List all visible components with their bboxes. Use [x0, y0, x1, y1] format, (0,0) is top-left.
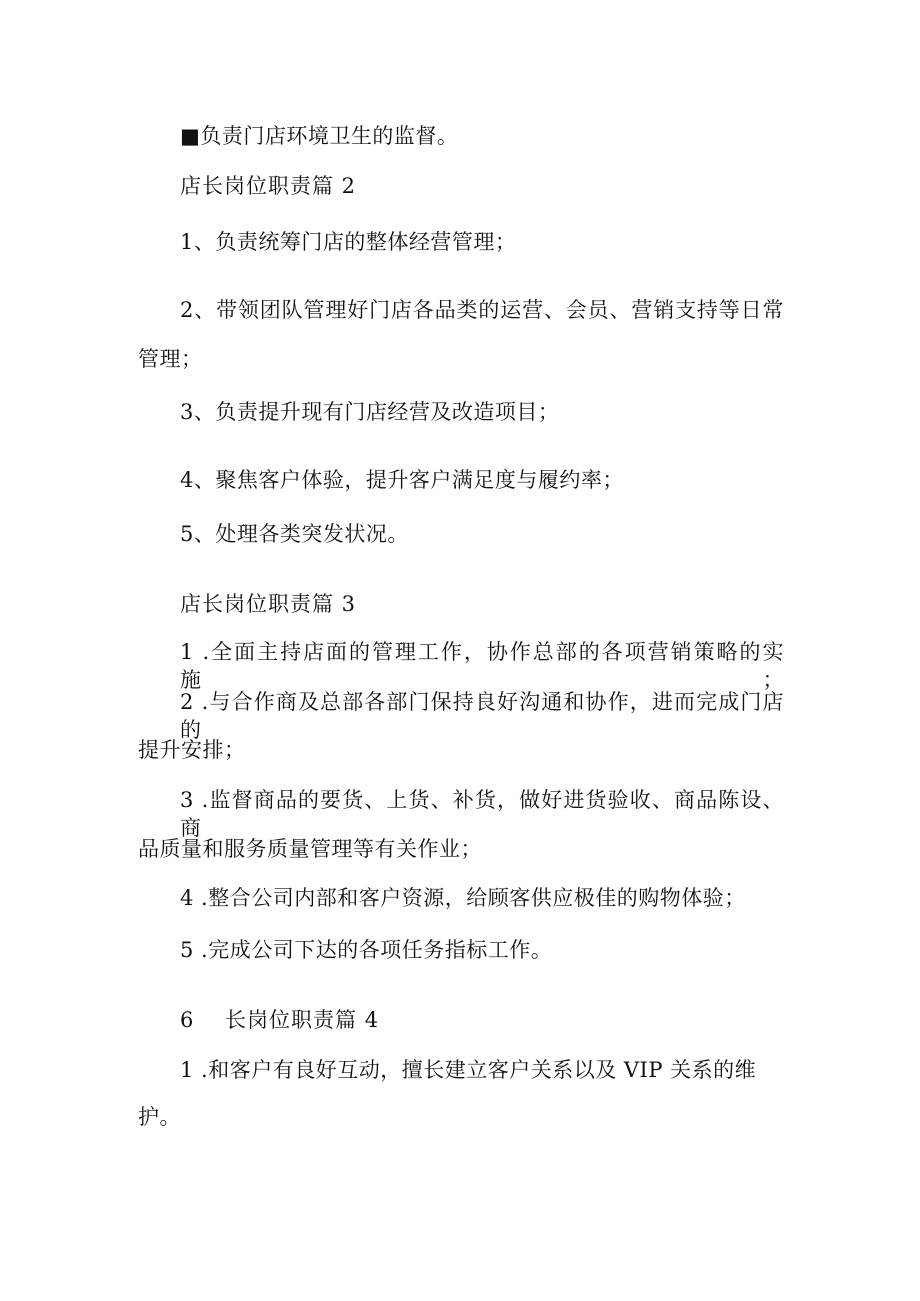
list-item: 3 .监督商品的要货、上货、补货，做好进货验收、商品陈设、商	[180, 788, 784, 840]
paragraph-line: ■负责门店环境卫生的监督。	[180, 124, 459, 148]
section-heading: 6 长岗位职责篇 4	[180, 1008, 380, 1032]
section-heading: 店长岗位职责篇 3	[180, 592, 357, 616]
list-item-continuation: 提升安排；	[138, 738, 246, 762]
list-item: 1 .和客户有良好互动，擅长建立客户关系以及 VIP 关系的维	[180, 1058, 757, 1082]
list-item: 1 .全面主持店面的管理工作，协作总部的各项营销策略的实施；	[180, 640, 784, 692]
list-item: 1、负责统筹门店的整体经营管理；	[180, 230, 517, 254]
list-item: 2、带领团队管理好门店各品类的运营、会员、营销支持等日常	[180, 298, 784, 322]
list-item: 4、聚焦客户体验，提升客户满足度与履约率；	[180, 468, 624, 492]
list-item: 4 .整合公司内部和客户资源，给顾客供应极佳的购物体验；	[180, 886, 746, 910]
list-item-continuation: 护。	[138, 1105, 181, 1129]
section-heading: 店长岗位职责篇 2	[180, 174, 357, 198]
list-item-continuation: 管理；	[138, 347, 203, 371]
list-item: 3、负责提升现有门店经营及改造项目；	[180, 400, 560, 424]
list-item: 5 .完成公司下达的各项任务指标工作。	[180, 938, 553, 962]
list-item: 5、处理各类突发状况。	[180, 522, 409, 546]
list-item-continuation: 品质量和服务质量管理等有关作业；	[138, 837, 482, 861]
list-item: 2 .与合作商及总部各部门保持良好沟通和协作，进而完成门店的	[180, 690, 784, 742]
